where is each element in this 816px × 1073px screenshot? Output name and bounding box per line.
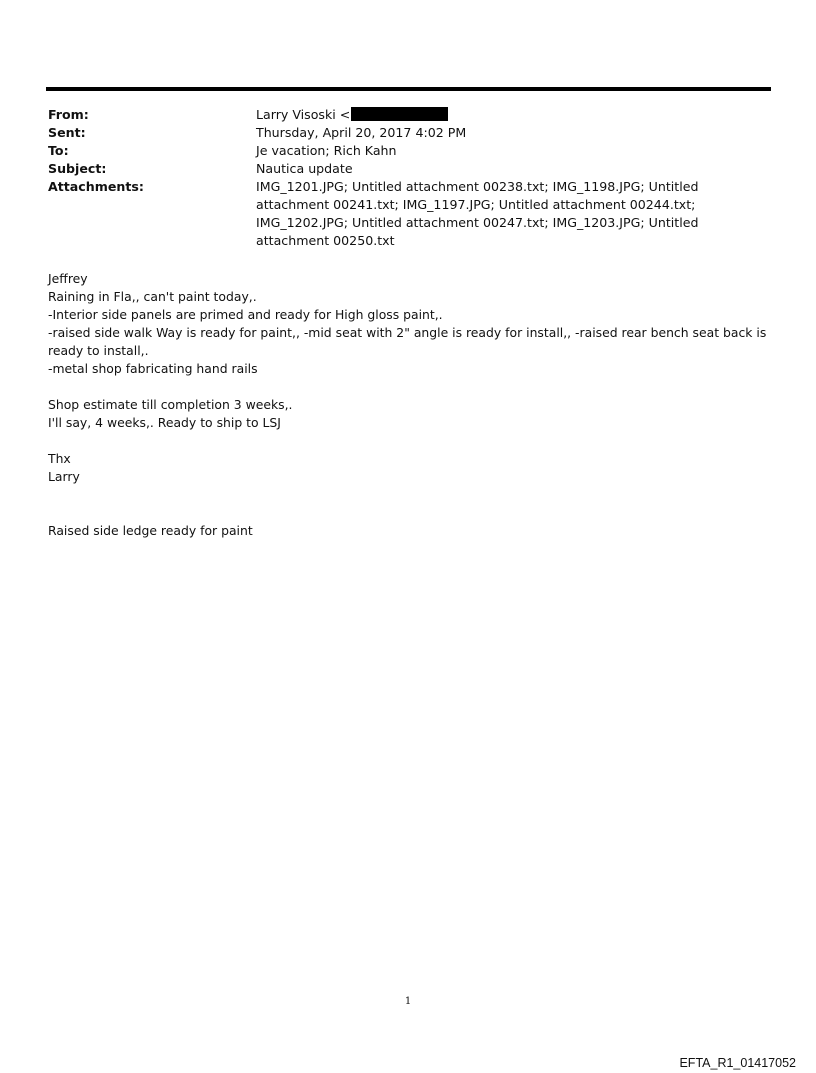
body-line-6: I'll say, 4 weeks,. Ready to ship to LSJ	[48, 415, 281, 430]
body-line-5: Shop estimate till completion 3 weeks,.	[48, 397, 293, 412]
attachments-label: Attachments:	[48, 179, 144, 194]
attachments-value: IMG_1201.JPG; Untitled attachment 00238.txt; IMG_1198.JPG; Untitled attachment 00241.txt; IMG_1197.JPG; Untitled attachment 00244.txt; IMG_1202.JPG; Untitled attachment 00247.txt; IMG_1203.JPG; Untitled attachment 00250.txt	[256, 179, 699, 248]
greeting: Jeffrey	[48, 271, 88, 286]
from-row	[48, 106, 768, 124]
thanks: Thx	[48, 451, 71, 466]
from-name: Larry Visoski <	[256, 107, 351, 122]
body-line-2: -Interior side panels are primed and ready for High gloss paint,.	[48, 307, 443, 322]
body-line-1: Raining in Fla,, can't paint today,.	[48, 289, 257, 304]
image-caption: Raised side ledge ready for paint	[48, 523, 253, 538]
signature: Larry	[48, 469, 80, 484]
page-number: 1	[404, 996, 412, 1007]
to-label: To:	[48, 143, 69, 158]
email-header	[48, 106, 768, 250]
body-line-3: -raised side walk Way is ready for paint,, -mid seat with 2" angle is ready for install,, -raised rear bench seat back is ready to install,.	[48, 325, 767, 358]
redaction-box	[351, 107, 448, 121]
header-rule	[46, 87, 771, 91]
to-row	[48, 142, 768, 160]
subject-value: Nautica update	[256, 161, 353, 176]
attachments-row	[48, 178, 768, 250]
from-value	[256, 106, 768, 124]
sent-row	[48, 124, 768, 142]
subject-label: Subject:	[48, 161, 107, 176]
document-id: EFTA_R1_01417052	[679, 1056, 796, 1070]
to-value: Je vacation; Rich Kahn	[256, 143, 397, 158]
body-line-4: -metal shop fabricating hand rails	[48, 361, 258, 376]
subject-row	[48, 160, 768, 178]
sent-value: Thursday, April 20, 2017 4:02 PM	[256, 125, 467, 140]
email-body	[48, 270, 773, 540]
sent-label: Sent:	[48, 125, 86, 140]
from-label: From:	[48, 107, 89, 122]
